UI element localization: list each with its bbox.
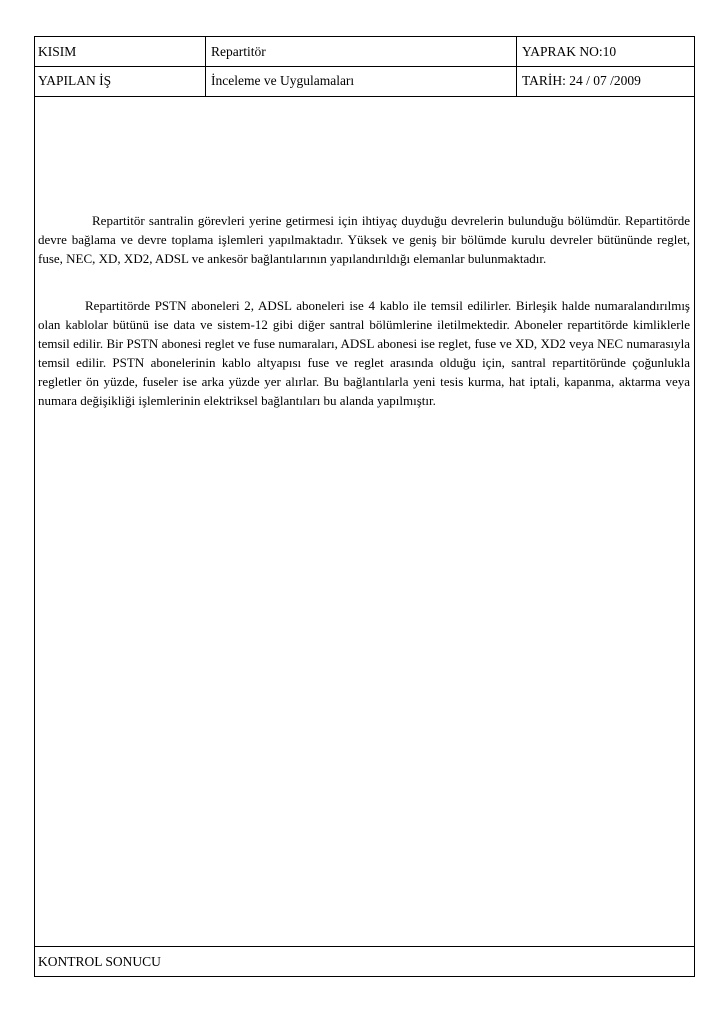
paragraph-2: Repartitörde PSTN aboneleri 2, ADSL aboneleri ise 4 kablo ile temsil edilirler. Birleşik halde numaralandırılmış olan kablolar bütünü ise data ve sistem-12 gibi diğer santral bölümlerine iletilmektedir. Aboneler repartitörde kimliklerle temsil edilir. Bir PSTN abonesi reglet ve fuse numaraları, ADSL abonesi ise reglet, fuse ve XD, XD2 veya NEC numarasıyla temsil edilir. PSTN abonelerinin kablo altyapısı fuse ve reglet arasında olduğu için, santral repartitöründe çoğunlukla regletler ön yüzde, fuseler ise arka yüzde yer alırlar. Bu bağlantılarla yeni tesis kurma, hat iptali, kapanma, aktarma veya numara değişikliği işlemlerinin elektriksel bağlantıları bu alanda yapılmıştır. xyxy=(38,298,690,408)
section-label: KISIM xyxy=(35,37,206,66)
control-result-label: KONTROL SONUCU xyxy=(38,954,161,969)
control-result-row xyxy=(35,946,694,976)
section-value: Repartitör xyxy=(206,37,517,66)
header-row-work xyxy=(35,66,694,97)
header-row-section xyxy=(35,37,694,67)
content-area xyxy=(35,96,694,948)
date-field: TARİH: 24 / 07 /2009 xyxy=(522,73,641,88)
work-value: İnceleme ve Uygulamaları xyxy=(206,66,517,96)
paragraph-1: Repartitör santralin görevleri yerine getirmesi için ihtiyaç duyduğu devrelerin bulunduğu bölümdür. Repartitörde devre bağlama ve devre toplama işlemleri yapılmaktadır. Yüksek ve geniş bir bölümde kurulu devreler bütününde reglet, fuse, NEC, XD, XD2, ADSL ve ankesör bağlantılarının yapılandırıldığı elemanlar bulunmaktadır. xyxy=(38,213,690,266)
form-frame xyxy=(34,36,695,977)
page-number: YAPRAK NO:10 xyxy=(522,44,617,59)
work-label: YAPILAN İŞ xyxy=(35,66,206,96)
